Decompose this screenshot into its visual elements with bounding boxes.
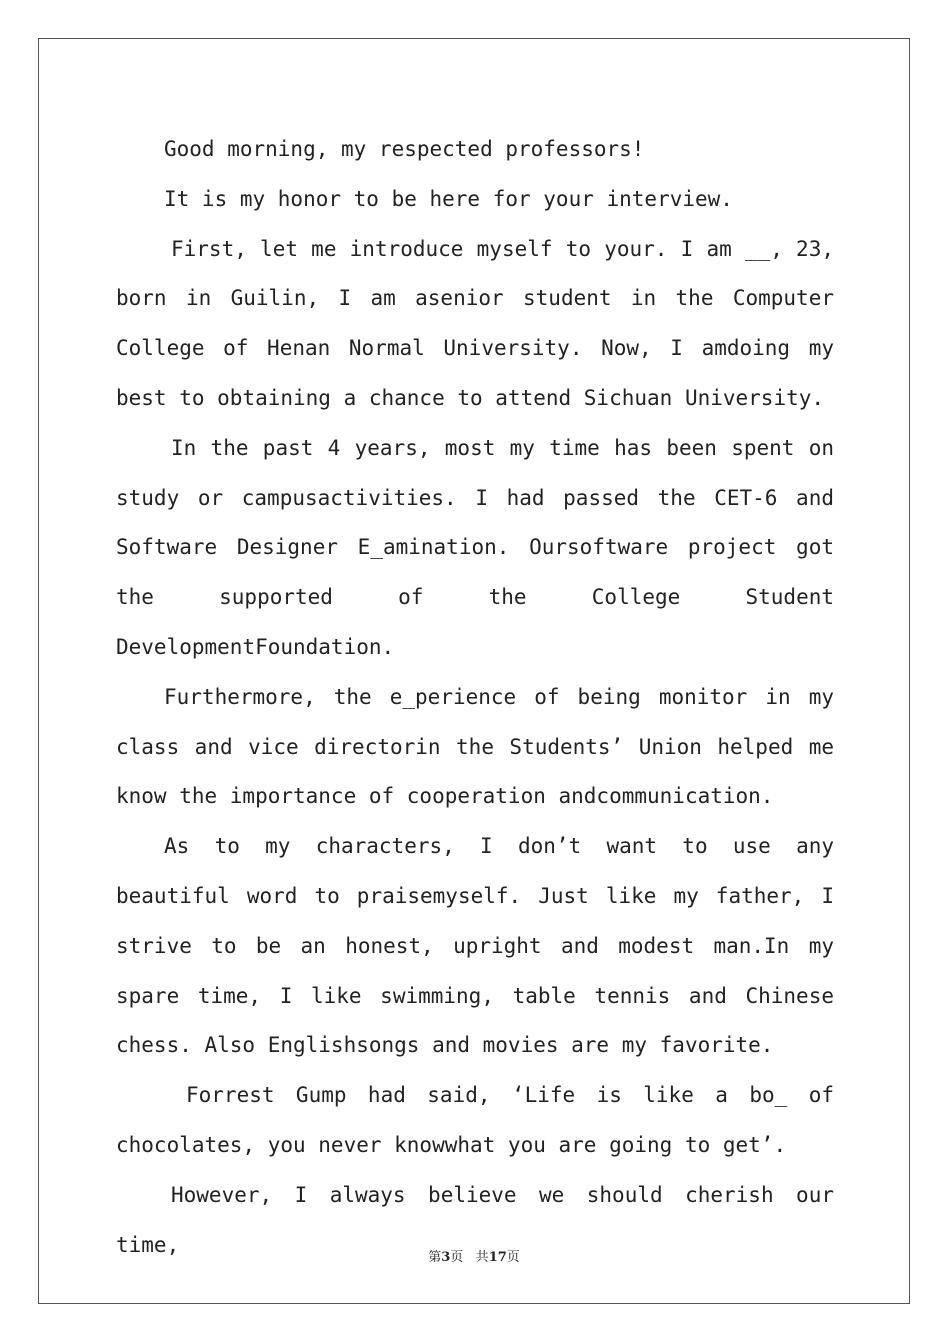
paragraph-introduction: First, let me introduce myself to your. I am __, 23, born in Guilin, I am asenior student in the Computer College of Henan Normal University. Now, I amdoing my best to obtaining a chance to attend Sichuan University. bbox=[116, 236, 834, 410]
paragraph-characters: As to my characters, I don’t want to use any beautiful word to praisemyself. Just like my father, I strive to be an honest, upright and modest man.In my spare time, I like swimming, table tennis and Chinese chess. Also Englishsongs and movies are my favorite. bbox=[116, 834, 834, 1058]
footer-page-prefix: 第 bbox=[428, 1250, 442, 1265]
paragraph-experience: Furthermore, the e_perience of being monitor in my class and vice directorin the Students’ Union helped me know the importance of cooperation andcommunication. bbox=[116, 684, 834, 809]
paragraph-honor: It is my honor to be here for your interview. bbox=[164, 186, 733, 211]
paragraph-forrest-gump: Forrest Gump had said, ‘Life is like a bo_ of chocolates, you never knowwhat you are going to get’. bbox=[116, 1083, 834, 1157]
footer-page-number: 3 bbox=[441, 1250, 451, 1265]
paragraph-greeting: Good morning, my respected professors! bbox=[164, 137, 645, 161]
page-footer bbox=[39, 1246, 909, 1265]
footer-total-pages: 17 bbox=[488, 1250, 507, 1265]
footer-page-suffix: 页 bbox=[450, 1250, 464, 1265]
footer-total-prefix: 共 bbox=[475, 1250, 489, 1265]
paragraph-past-years: In the past 4 years, most my time has been spent on study or campusactivities. I had passed the CET-6 and Software Designer E_amination. Oursoftware project got the supported of the College Student DevelopmentFoundation. bbox=[116, 435, 834, 659]
footer-total-suffix: 页 bbox=[506, 1250, 520, 1265]
document-body bbox=[116, 125, 834, 1270]
document-page bbox=[38, 38, 910, 1304]
paragraph-however: However, I always believe we should cherish our time, bbox=[116, 1182, 834, 1257]
